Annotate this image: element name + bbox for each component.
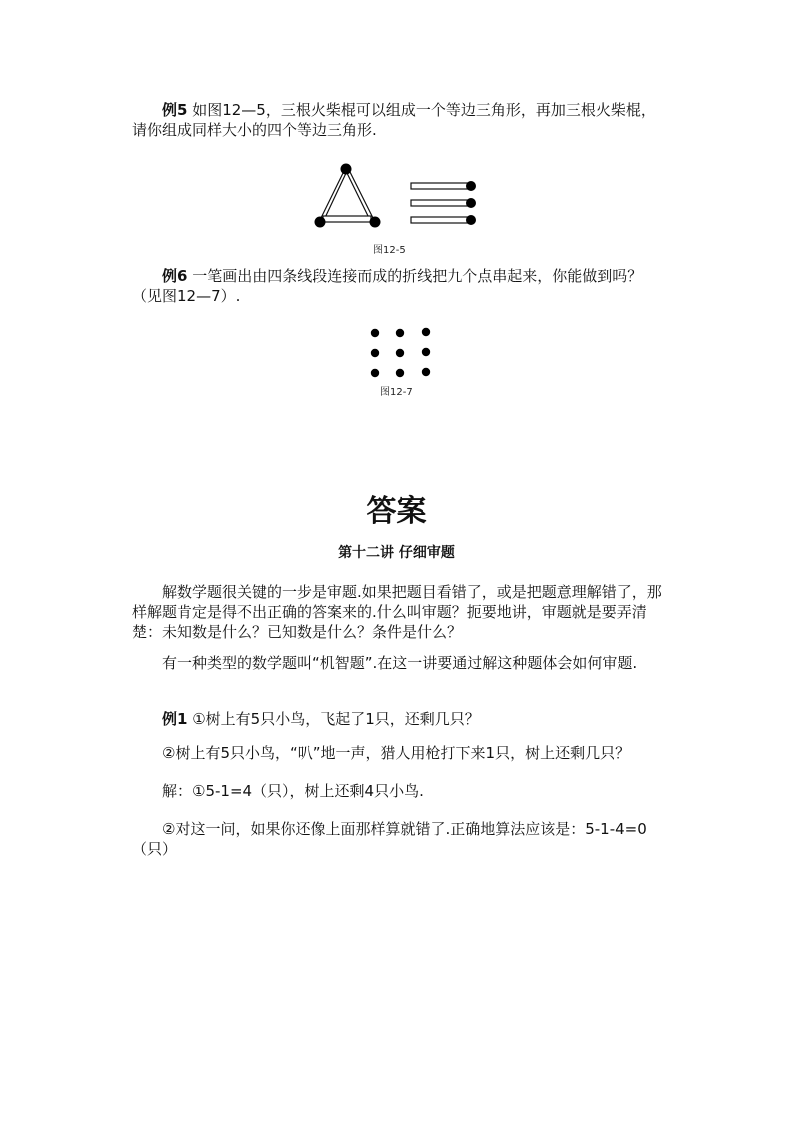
match-head	[341, 164, 352, 175]
figure-12-5-caption: 图12-5	[373, 245, 406, 256]
dot	[371, 369, 379, 377]
example-5-label: 例5	[162, 101, 188, 119]
dot	[396, 369, 404, 377]
dot	[371, 349, 379, 357]
answers-title: 答案	[366, 494, 427, 529]
example-5-text: 如图12—5，三根火柴棍可以组成一个等边三角形，再加三根火柴棍，请你组成同样大小的四个等边三角形.	[132, 101, 656, 139]
match-head	[315, 217, 326, 228]
match-head	[466, 215, 476, 225]
example-1-q1-text: ①树上有5只小鸟，飞起了1只，还剩几只？	[187, 710, 480, 728]
match-head	[466, 198, 476, 208]
example-1-label: 例1	[162, 710, 188, 728]
triangle-matches	[315, 164, 381, 228]
dot	[422, 368, 430, 376]
example-1-question-1	[132, 709, 667, 729]
figure-12-7-nine-dots	[360, 322, 440, 382]
dot	[422, 348, 430, 356]
loose-match	[411, 183, 469, 189]
dot-grid	[371, 328, 430, 377]
example-6-text: 一笔画出由四条线段连接而成的折线把九个点串起来，你能做到吗？（见图12—7）.	[132, 267, 643, 305]
example-6-paragraph	[132, 266, 667, 306]
dot	[371, 329, 379, 337]
loose-match	[411, 217, 469, 223]
match-right	[345, 168, 373, 220]
example-1-solution-2: ②对这一问，如果你还像上面那样算就错了.正确地算法应该是：5-1-4=0（只）	[132, 820, 647, 858]
example-5-paragraph	[132, 100, 667, 140]
example-1-question-2: ②树上有5只小鸟，“叭”地一声，猎人用枪打下来1只，树上还剩几只？	[162, 744, 631, 762]
lecture-title: 第十二讲 仔细审题	[338, 545, 455, 561]
match-head	[370, 217, 381, 228]
match-left	[320, 169, 347, 222]
example-1-solution-1: 解：①5-1=4（只），树上还剩4只小鸟.	[162, 782, 424, 800]
figure-12-7-caption: 图12-7	[380, 387, 413, 398]
dot	[422, 328, 430, 336]
figure-12-5-matchsticks	[305, 158, 495, 238]
second-paragraph: 有一种类型的数学题叫“机智题”.在这一讲要通过解这种题体会如何审题.	[162, 654, 638, 672]
dot	[396, 349, 404, 357]
dot	[396, 329, 404, 337]
match-bottom	[323, 216, 371, 222]
example-6-label: 例6	[162, 267, 188, 285]
match-head	[466, 181, 476, 191]
intro-paragraph: 解数学题很关键的一步是审题.如果把题目看错了，或是把题意理解错了，那样解题肯定是得不出正确的答案来的.什么叫审题？扼要地讲，审题就是要弄清楚：未知数是什么？已知数是什么？条件是什么？	[132, 583, 662, 641]
loose-match	[411, 200, 469, 206]
loose-matches	[411, 181, 476, 225]
